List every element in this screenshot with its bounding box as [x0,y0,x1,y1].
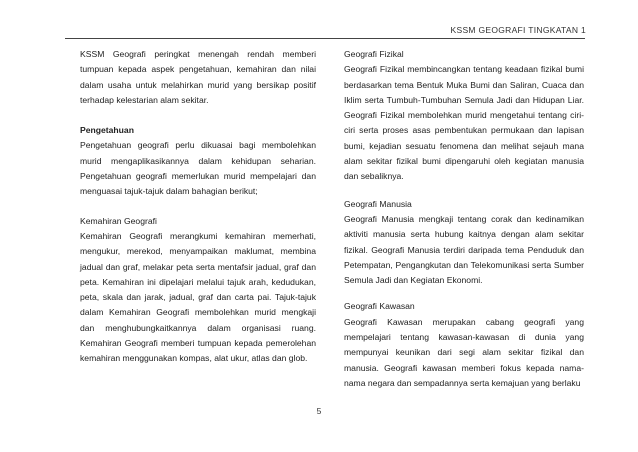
kawasan-paragraph: Geografi Kawasan merupakan cabang geografi yang mempelajari tentang kawasan-kawasan di dunia yang mempunyai keunikan dari segi alam sekitar fizikal dan manusia. Geografi kawasan memberi fokus kepada nama-nama negara dan sempadannya serta kemajuan yang berlaku [344,316,584,388]
manusia-heading: Geografi Manusia [344,198,412,209]
fizikal-paragraph: Geografi Fizikal membincangkan tentang keadaan fizikal bumi berdasarkan tema Bentuk Muka Bumi dan Saliran, Cuaca dan Iklim serta Tumbuh-Tumbuhan Semula Jadi dan Hidupan Liar. Geografi Fizikal membolehkan murid mengetahui tentang ciri-ciri serta proses asas pembentukan permukaan dan lapisan bumi, kejadian sesuatu fenomena dan melihat sejauh mana alam sekitar fizikal bumi dipengaruhi oleh kegiatan manusia dan sebaliknya. [344,64,584,182]
pengetahuan-heading: Pengetahuan [80,125,134,136]
page-number: 5 [316,406,322,416]
running-header: KSSM GEOGRAFI TINGKATAN 1 [450,25,586,35]
spacer [344,288,584,299]
spacer [80,108,316,123]
right-column [344,47,584,391]
intro-paragraph: KSSM Geografi peringkat menengah rendah memberi tumpuan kepada aspek pengetahuan, kemahiran dan nilai dalam usaha untuk melahirkan murid yang bersikap positif terhadap kelestarian alam sekitar. [80,49,316,105]
header-rule [65,38,585,39]
kawasan-heading: Geografi Kawasan [344,301,415,312]
pengetahuan-paragraph: Pengetahuan geografi perlu dikuasai bagi membolehkan murid mengaplikasikannya dalam kehidupan seharian. Pengetahuan geografi memerlukan murid mempelajari dan menguasai tajuk-tajuk dalam bahagian berikut; [80,140,316,197]
spacer [80,200,316,214]
left-column [80,47,316,367]
spacer [344,185,584,197]
kemahiran-heading: Kemahiran Geografi [80,215,157,226]
manusia-paragraph: Geografi Manusia mengkaji tentang corak dan kedinamikan aktiviti manusia serta hubung kaitnya dengan alam sekitar fizikal. Geografi Manusia terdiri daripada tema Penduduk dan Petempatan, Pengangkutan dan Telekomunikasi serta Sumber Semula Jadi dan Kegiatan Ekonomi. [344,213,584,286]
fizikal-heading: Geografi Fizikal [344,49,404,59]
kemahiran-paragraph: Kemahiran Geografi merangkumi kemahiran memerhati, mengukur, merekod, menyampaikan maklumat, membina jadual dan graf, melakar peta serta mentafsir jadual, graf dan peta. Kemahiran ini dipelajari melalui tajuk arah, kedudukan, peta, skala dan jarak, jadual, graf dan carta pai. Tajuk-tajuk dalam Kemahiran Geografi membolehkan murid mengkaji dan menghubungkaitkannya dalam organisasi ruang. Kemahiran Geografi memberi tumpuan kepada pemerolehan kemahiran menggunakan kompas, alat ukur, atlas dan glob. [80,230,316,364]
